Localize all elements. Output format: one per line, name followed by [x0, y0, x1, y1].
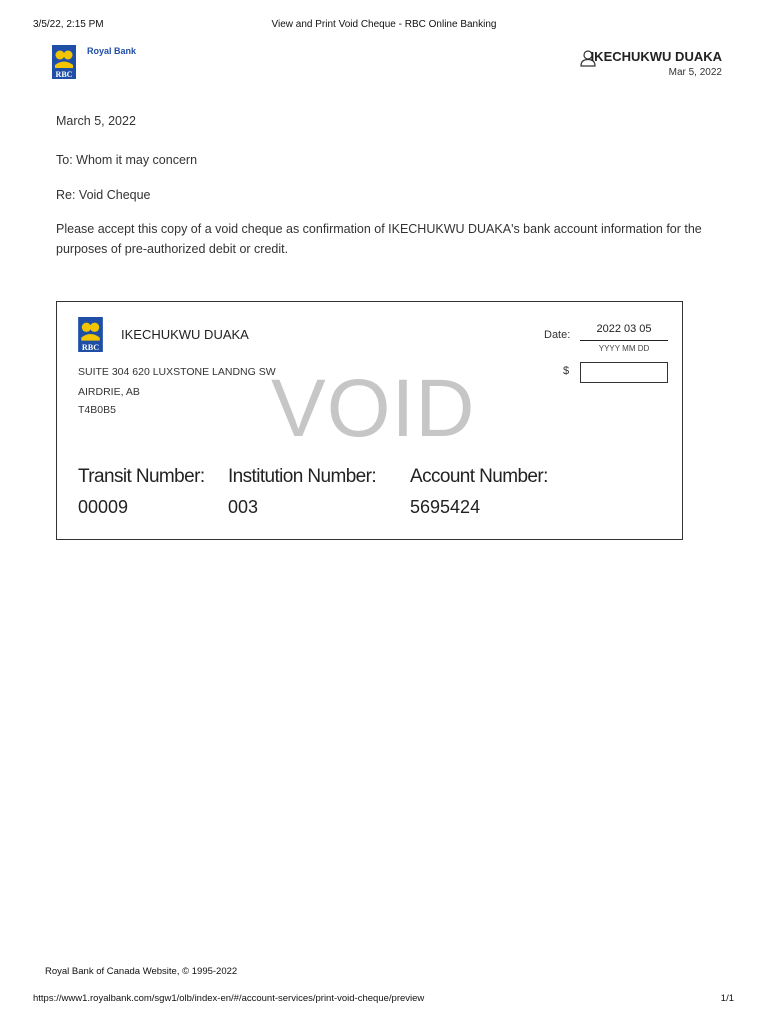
cheque-date-value: 2022 03 05: [596, 323, 652, 335]
cheque-holder-name: IKECHUKWU DUAKA: [121, 327, 249, 342]
cheque-address-line-2: AIRDRIE, AB: [78, 386, 140, 398]
letter-body: Please accept this copy of a void cheque as confirmation of IKECHUKWU DUAKA's bank account information for the purposes of pre-authorized debit or credit.: [56, 222, 702, 256]
brand-wordmark: Royal Bank: [87, 46, 137, 56]
cheque-logo-text: RBC: [81, 342, 100, 352]
cheque-currency-symbol: $: [563, 365, 570, 377]
account-number-value: 5695424: [410, 497, 481, 517]
void-watermark: VOID: [271, 363, 476, 454]
footer-copyright: Royal Bank of Canada Website, © 1995-2022: [45, 966, 238, 977]
institution-number-value: 003: [228, 497, 259, 517]
void-cheque: [56, 301, 683, 540]
account-number-label: Account Number:: [410, 466, 548, 487]
cheque-amount-box: [580, 362, 668, 383]
transit-number-label: Transit Number:: [78, 466, 205, 487]
letter-recipient: To: Whom it may concern: [56, 153, 198, 167]
print-page-title: View and Print Void Cheque - RBC Online Banking: [271, 19, 497, 30]
cheque-date-label: Date:: [544, 329, 571, 341]
footer-page-number: 1/1: [720, 993, 734, 1004]
institution-number-label: Institution Number:: [228, 466, 377, 487]
letter-date: March 5, 2022: [56, 114, 136, 128]
print-timestamp: 3/5/22, 2:15 PM: [33, 19, 104, 30]
user-name[interactable]: IKECHUKWU DUAKA: [590, 49, 722, 64]
rbc-logo-text: RBC: [55, 70, 73, 79]
footer-url: https://www1.royalbank.com/sgw1/olb/index-en/#/account-services/print-void-cheque/preview: [33, 993, 425, 1004]
cheque-rbc-logo: [78, 317, 103, 352]
user-date: Mar 5, 2022: [668, 67, 722, 78]
letter-subject: Re: Void Cheque: [56, 188, 151, 202]
cheque-date-underline: [580, 340, 668, 341]
cheque-date-format: YYYY MM DD: [598, 344, 650, 353]
cheque-address-line-1: SUITE 304 620 LUXSTONE LANDNG SW: [78, 366, 276, 378]
transit-number-value: 00009: [78, 497, 129, 517]
cheque-address-line-3: T4B0B5: [78, 404, 116, 416]
rbc-logo[interactable]: [52, 45, 76, 79]
